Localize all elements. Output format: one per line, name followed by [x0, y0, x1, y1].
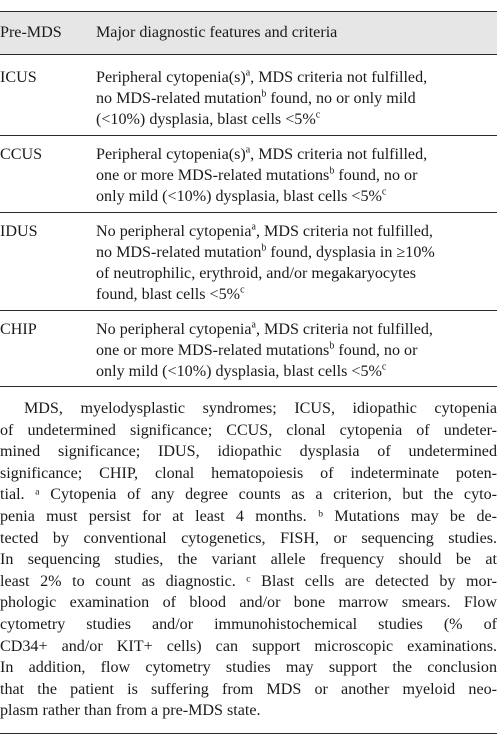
- row-desc-line: no MDS-related mutation$^b$ found, dysplasia in ≥10%: [96, 242, 435, 261]
- row-desc-line: only mild (<10%) dysplasia, blast cells <5%$^c$: [96, 361, 387, 380]
- row-desc-line: No peripheral cytopenia$^a$, MDS criteria not fulfilled,: [96, 221, 433, 240]
- row-term-idus: IDUS: [0, 223, 38, 240]
- footnote-line: least 2% to count as diagnostic. ᶜ Blast cells are detected by mor-: [0, 572, 497, 590]
- footnote-line: In addition, flow cytometry studies may support the conclusion: [0, 659, 497, 677]
- footnote-line: In sequencing studies, the variant allele frequency should be at: [0, 551, 497, 569]
- table-header-rule: [0, 54, 497, 55]
- header-col1: Pre-MDS: [0, 24, 62, 41]
- footnote-line: phologic examination of blood and/or bone marrow smears. Flow: [0, 594, 497, 612]
- row-desc-line: only mild (<10%) dysplasia, blast cells <5%$^c$: [96, 186, 387, 205]
- row-desc-line: No peripheral cytopenia$^a$, MDS criteria not fulfilled,: [96, 319, 433, 338]
- row-term-chip: CHIP: [0, 321, 37, 338]
- footnote-line: penia must persist for at least 4 months. ᵇ Mutations may be de-: [0, 507, 497, 525]
- footnote-line: MDS, myelodysplastic syndromes; ICUS, idiopathic cytopenia: [24, 400, 497, 417]
- row-desc-line: one or more MDS-related mutations$^b$ found, no or: [96, 340, 418, 359]
- row-desc-line: Peripheral $cytopenia(s)^a$, MDS criteria not fulfilled,: [96, 67, 428, 86]
- row-desc-line: of neutrophilic, erythroid, and/or megakaryocytes: [96, 265, 416, 282]
- row-desc-line: one or more MDS-related mutations$^b$ found, no or: [96, 165, 418, 184]
- footnote-line: tial. ᵃ Cytopenia of any degree counts as a criterion, but the cyto-: [0, 486, 497, 504]
- footnotes-bottom-rule: [0, 733, 497, 734]
- row-desc-line: no MDS-related mutation$^b$ found, no or only mild: [96, 88, 416, 107]
- footnote-line: mined significance; IDUS, idiopathic dysplasia of undetermined: [0, 443, 497, 461]
- footnote-line: cytometry studies and/or immunohistochemical studies (% of: [0, 615, 497, 633]
- table-footnotes: [0, 398, 497, 722]
- footnote-line: that the patient is suffering from MDS or another myeloid neo-: [0, 680, 497, 698]
- row-desc-line: (<10%) dysplasia, blast cells <5%$^c$: [96, 109, 321, 128]
- footnote-line: tected by conventional cytogenetics, FISH, or sequencing studies.: [0, 529, 497, 547]
- row-divider: [0, 135, 497, 136]
- row-term-ccus: CCUS: [0, 146, 43, 163]
- footnote-line: CD34+ and/or KIT+ cells) can support microscopic examinations.: [0, 637, 497, 655]
- table-bottom-rule: [0, 386, 497, 387]
- row-divider: [0, 310, 497, 311]
- footnote-line: plasm rather than from a pre-MDS state.: [0, 702, 261, 720]
- footnote-line: significance; CHIP, clonal hematopoiesis of indeterminate poten-: [0, 464, 497, 482]
- header-col2: Major diagnostic features and criteria: [96, 24, 338, 41]
- row-desc-line: Peripheral $cytopenia(s)^a$, MDS criteria not fulfilled,: [96, 144, 428, 163]
- footnote-line: of undetermined significance; CCUS, clonal cytopenia of undeter-: [0, 421, 497, 439]
- row-desc-line: found, blast cells <5%$^c$: [96, 284, 245, 303]
- row-divider: [0, 212, 497, 213]
- row-term-icus: ICUS: [0, 69, 37, 86]
